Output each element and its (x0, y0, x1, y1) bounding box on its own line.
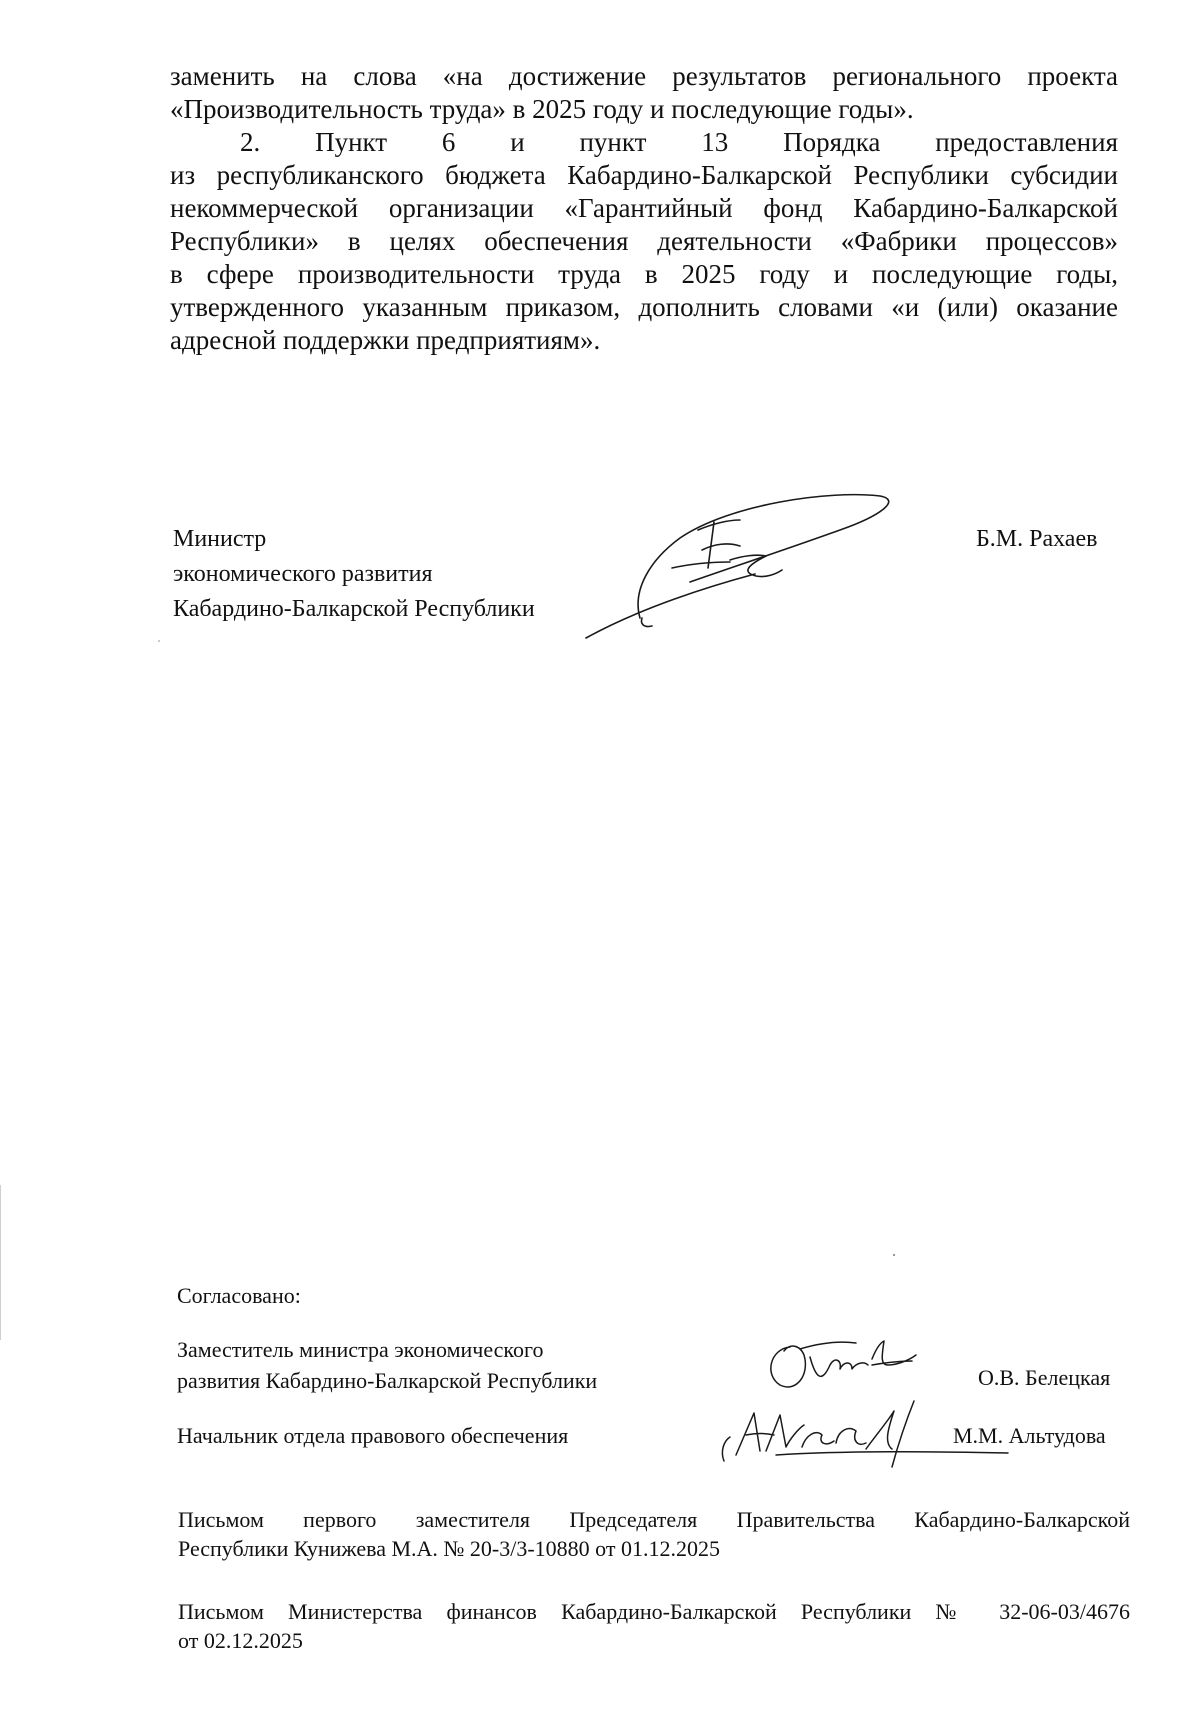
signatory-title-line: экономического развития (173, 561, 433, 587)
deputy-name: О.В. Белецкая (978, 1365, 1111, 1390)
scan-edge-line (0, 1185, 1, 1340)
body-line: Республики» в целях обеспечения деятельности «Фабрики процессов» (170, 226, 1118, 256)
deputy-title (177, 1334, 597, 1396)
body-line: адресной поддержки предприятиям». (170, 325, 601, 355)
body-line: в сфере производительности труда в 2025 году и последующие годы, (170, 259, 1118, 289)
legal-title: Начальник отдела правового обеспечения (177, 1423, 569, 1448)
letter-line: Республики Кунижева М.А. № 20-3/3-10880 от 01.12.2025 (178, 1536, 720, 1561)
scan-speck (158, 640, 160, 642)
letter-reference-2 (178, 1597, 1130, 1655)
deputy-signature (760, 1335, 920, 1395)
signatory-title (173, 522, 535, 627)
scan-speck (893, 1254, 895, 1256)
deputy-title-line: Заместитель министра экономического (177, 1337, 544, 1362)
signatory-name: Б.М. Рахаев (976, 526, 1098, 552)
body-line: некоммерческой организации «Гарантийный фонд Кабардино-Балкарской (170, 193, 1118, 223)
deputy-title-line: развития Кабардино-Балкарской Республики (177, 1368, 598, 1393)
letter-line: Письмом первого заместителя Председателя Правительства Кабардино-Балкарской (178, 1507, 1130, 1532)
letter-line: от 02.12.2025 (178, 1628, 303, 1653)
signatory-title-line: Кабардино-Балкарской Республики (173, 596, 535, 622)
body-text (170, 60, 1118, 357)
letter-reference-1 (178, 1505, 1130, 1563)
signatory-title-line: Министр (173, 526, 267, 552)
minister-signature (580, 490, 900, 645)
legal-name: М.М. Альтудова (953, 1423, 1106, 1448)
body-line: 2. Пункт 6 и пункт 13 Порядка предоставления (240, 127, 1118, 157)
legal-signature (716, 1395, 1016, 1470)
body-line: из республиканского бюджета Кабардино-Балкарской Республики субсидии (170, 160, 1118, 190)
body-line: утвержденного указанным приказом, дополнить словами «и (или) оказание (170, 292, 1118, 322)
letter-line: Письмом Министерства финансов Кабардино-Балкарской Республики № 32-06-03/4676 (178, 1599, 1130, 1624)
body-line: заменить на слова «на достижение результатов регионального проекта (170, 61, 1118, 91)
approval-heading: Согласовано: (177, 1283, 301, 1308)
body-line: «Производительность труда» в 2025 году и последующие годы». (170, 94, 914, 124)
